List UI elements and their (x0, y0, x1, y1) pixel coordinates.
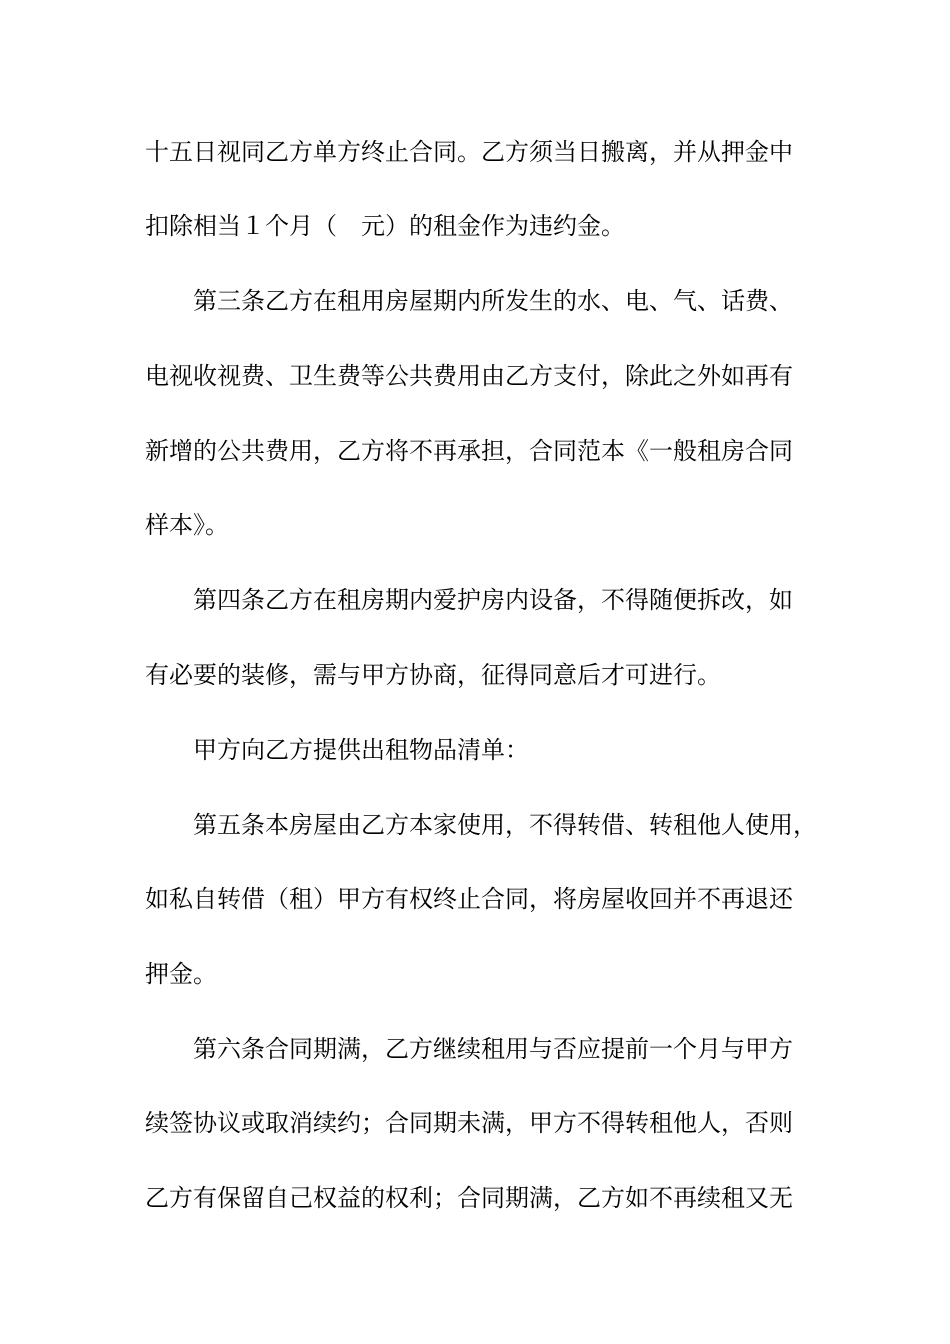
paragraph-start-line: 第五条本房屋由乙方本家使用，不得转借、转租他人使用， (193, 811, 817, 839)
paragraph-start-line: 第六条合同期满，乙方继续租用与否应提前一个月与甲方 (193, 1035, 793, 1063)
paragraph-start-line: 第四条乙方在租房期内爱护房内设备，不得随便拆改，如 (193, 586, 793, 614)
text-line: 如私自转借（租）甲方有权终止合同，将房屋收回并不再退还 (145, 885, 793, 913)
text-line: 扣除相当１个月（ 元）的租金作为违约金。 (145, 212, 625, 240)
paragraph-start-line: 甲方向乙方提供出租物品清单： (193, 736, 529, 764)
text-line: 新增的公共费用，乙方将不再承担，合同范本《一般租房合同 (145, 437, 793, 465)
text-line: 电视收视费、卫生费等公共费用由乙方支付，除此之外如再有 (145, 362, 793, 390)
text-line: 样本》。 (145, 511, 229, 539)
text-line: 押金。 (145, 960, 217, 988)
text-line: 有必要的装修，需与甲方协商，征得同意后才可进行。 (145, 661, 721, 689)
text-line: 十五日视同乙方单方终止合同。乙方须当日搬离，并从押金中 (145, 138, 793, 166)
text-line: 乙方有保留自己权益的权利；合同期满，乙方如不再续租又无 (145, 1184, 793, 1212)
paragraph-start-line: 第三条乙方在租用房屋期内所发生的水、电、气、话费、 (193, 287, 793, 315)
text-line: 续签协议或取消续约；合同期未满，甲方不得转租他人，否则 (145, 1109, 793, 1137)
